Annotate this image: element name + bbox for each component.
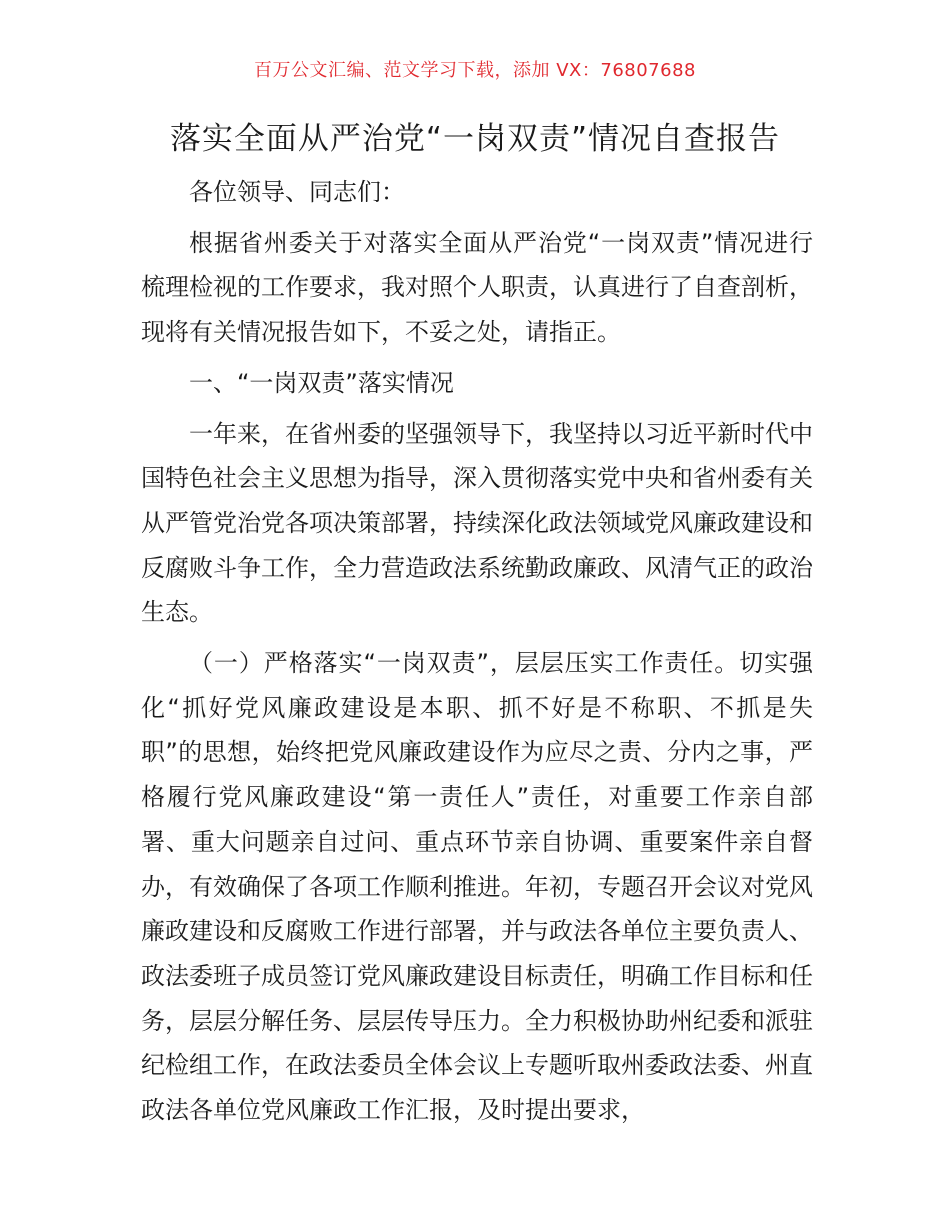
greeting-paragraph: 各位领导、同志们：	[189, 178, 405, 206]
watermark-header: 百万公文汇编、范文学习下载，添加 VX：76807688	[254, 60, 696, 81]
intro-paragraph: 根据省州委关于对落实全面从严治党“一岗双责”情况进行梳理检视的工作要求，我对照个人职责，认真进行了自查剖析，现将有关情况报告如下，不妥之处，请指正。	[141, 228, 813, 347]
document-body	[141, 170, 813, 1133]
document-title: 落实全面从严治党“一岗双责”情况自查报告	[169, 121, 781, 157]
section-heading: 一、“一岗双责”落实情况	[189, 368, 454, 397]
body-paragraph: （一）严格落实“一岗双责”，层层压实工作责任。切实强化“抓好党风廉政建设是本职、抓不好是不称职、不抓是失职”的思想，始终把党风廉政建设作为应尽之责、分内之事，严格履行党风廉政建设“第一责任人”责任，对重要工作亲自部署、重大问题亲自过问、重点环节亲自协调、重要案件亲自督办，有效确保了各项工作顺利推进。年初，专题召开会议对党风廉政建设和反腐败工作进行部署，并与政法各单位主要负责人、政法委班子成员签订党风廉政建设目标责任，明确工作目标和任务，层层分解任务、层层传导压力。全力积极协助州纪委和派驻纪检组工作，在政法委员全体会议上专题听取州委政法委、州直政法各单位党风廉政工作汇报，及时提出要求，	[141, 649, 813, 1125]
body-paragraph: 一年来，在省州委的坚强领导下，我坚持以习近平新时代中国特色社会主义思想为指导，深入贯彻落实党中央和省州委有关从严管党治党各项决策部署，持续深化政法领域党风廉政建设和反腐败斗争工作，全力营造政法系统勤政廉政、风清气正的政治生态。	[141, 419, 813, 627]
